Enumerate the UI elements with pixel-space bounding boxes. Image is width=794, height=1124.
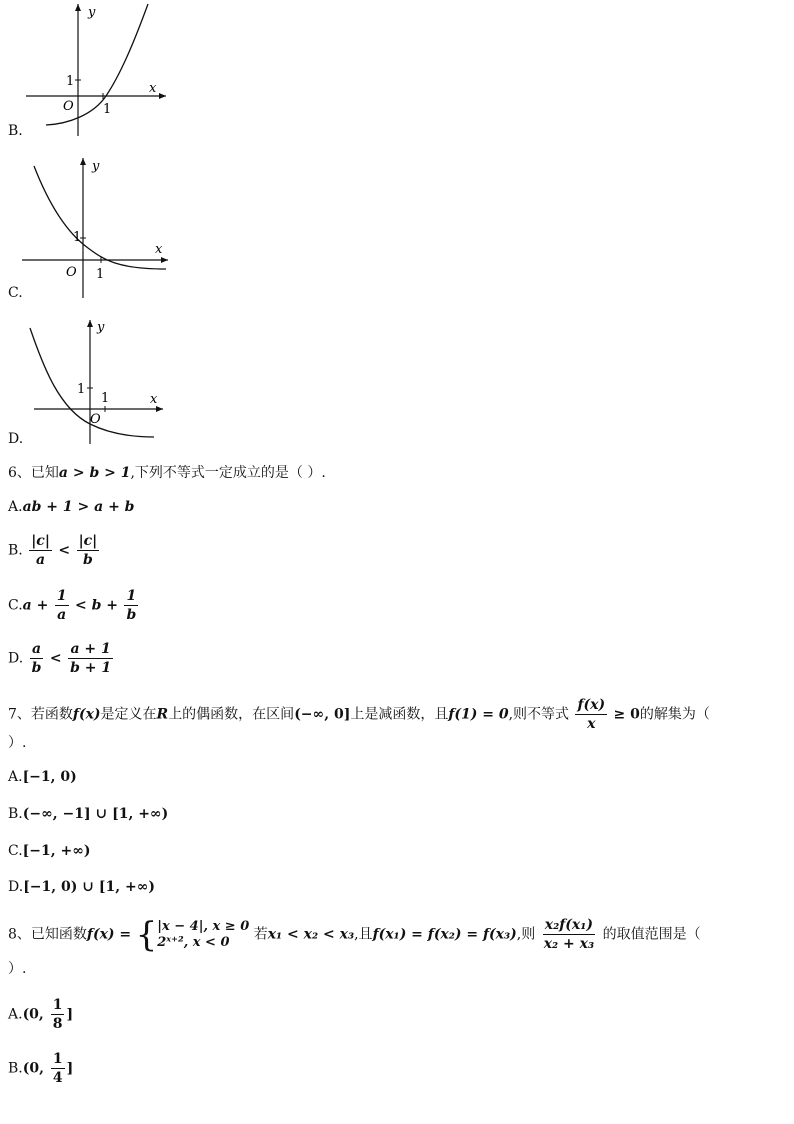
x-label: x xyxy=(150,392,158,407)
y-axis-arrow xyxy=(80,158,86,165)
option-d-letter: D. xyxy=(8,431,24,447)
option-b-letter: B. xyxy=(8,123,23,139)
x-label: x xyxy=(149,81,157,96)
q8-stem-line2: ）. xyxy=(8,961,27,977)
piecewise-cases: |x − 4|, x ≥ 0 2ˣ⁺², x < 0 xyxy=(157,918,250,950)
option-c-letter: C. xyxy=(8,285,23,301)
q7-stem: 7、若函数f(x)是定义在R上的偶函数，在区间(−∞, 0]上是减函数，且f(1) = 0,则不等式 $\frac{f(x)}{x}$ ≥ 0的解集为（ xyxy=(8,697,710,732)
q6-condition: a > b > 1 xyxy=(58,465,131,481)
origin-label: O xyxy=(63,99,74,114)
y-one-label: 1 xyxy=(73,230,82,245)
y-label: y xyxy=(97,320,105,335)
graph-d-plot xyxy=(8,314,178,446)
origin-label: O xyxy=(66,265,77,280)
q7-option-b: B.(−∞, −1] ∪ [1, +∞) xyxy=(8,806,169,822)
y-one-label: 1 xyxy=(77,382,86,397)
x-one-label: 1 xyxy=(101,391,110,406)
q6-stem: 6、已知a > b > 1,下列不等式一定成立的是（ ）. xyxy=(8,465,326,481)
q6-option-b: B. $\frac{|c|}{a}$ < $\frac{|c|}{b}$ xyxy=(8,533,98,568)
q7-option-c: C.[−1, +∞) xyxy=(8,843,91,859)
q7-stem-line2: ）. xyxy=(8,735,27,751)
graph-d xyxy=(8,314,178,446)
graph-b-plot xyxy=(8,0,178,140)
x-axis-arrow xyxy=(159,93,166,99)
x-label: x xyxy=(155,242,163,257)
y-label: y xyxy=(92,159,100,174)
q6-option-c: C.a + $\frac{1}{a}$ < b + $\frac{1}{b}$ xyxy=(8,588,137,623)
y-axis-arrow xyxy=(75,4,81,11)
x-one-label: 1 xyxy=(96,267,105,282)
curve xyxy=(34,166,166,269)
y-axis-arrow xyxy=(87,320,93,327)
q8-option-b: B.(0, $\frac{1}{4}$ ] xyxy=(8,1051,74,1086)
q6-option-d: D. $\frac{a}{b}$ < $\frac{a + 1}{b + 1}$ xyxy=(8,641,112,676)
q7-option-d: D.[−1, 0) ∪ [1, +∞) xyxy=(8,879,156,895)
graph-c-plot xyxy=(8,152,178,300)
q8-option-a: A.(0, $\frac{1}{8}$ ] xyxy=(8,997,74,1032)
piecewise-brace: { xyxy=(135,914,158,955)
graph-b xyxy=(8,0,178,140)
y-one-label: 1 xyxy=(66,74,75,89)
curve xyxy=(46,4,148,125)
origin-label: O xyxy=(90,412,101,427)
graph-c xyxy=(8,152,178,300)
x-one-label: 1 xyxy=(103,102,112,117)
x-axis-arrow xyxy=(161,257,168,263)
q7-option-a: A.[−1, 0) xyxy=(8,769,77,785)
y-label: y xyxy=(88,5,96,20)
q6-option-a: A.ab + 1 > a + b xyxy=(8,499,135,515)
q8-stem: 8、已知函数f(x) = { |x − 4|, x ≥ 0 2ˣ⁺², x < 0 若x₁ < x₂ < x₃,且f(x₁) = f(x₂) = f(x₃),则 $\frac{\text{x₂f(x₁)}}{\text{x₂ + x₃}}$ 的取值范围是（ xyxy=(8,914,701,955)
